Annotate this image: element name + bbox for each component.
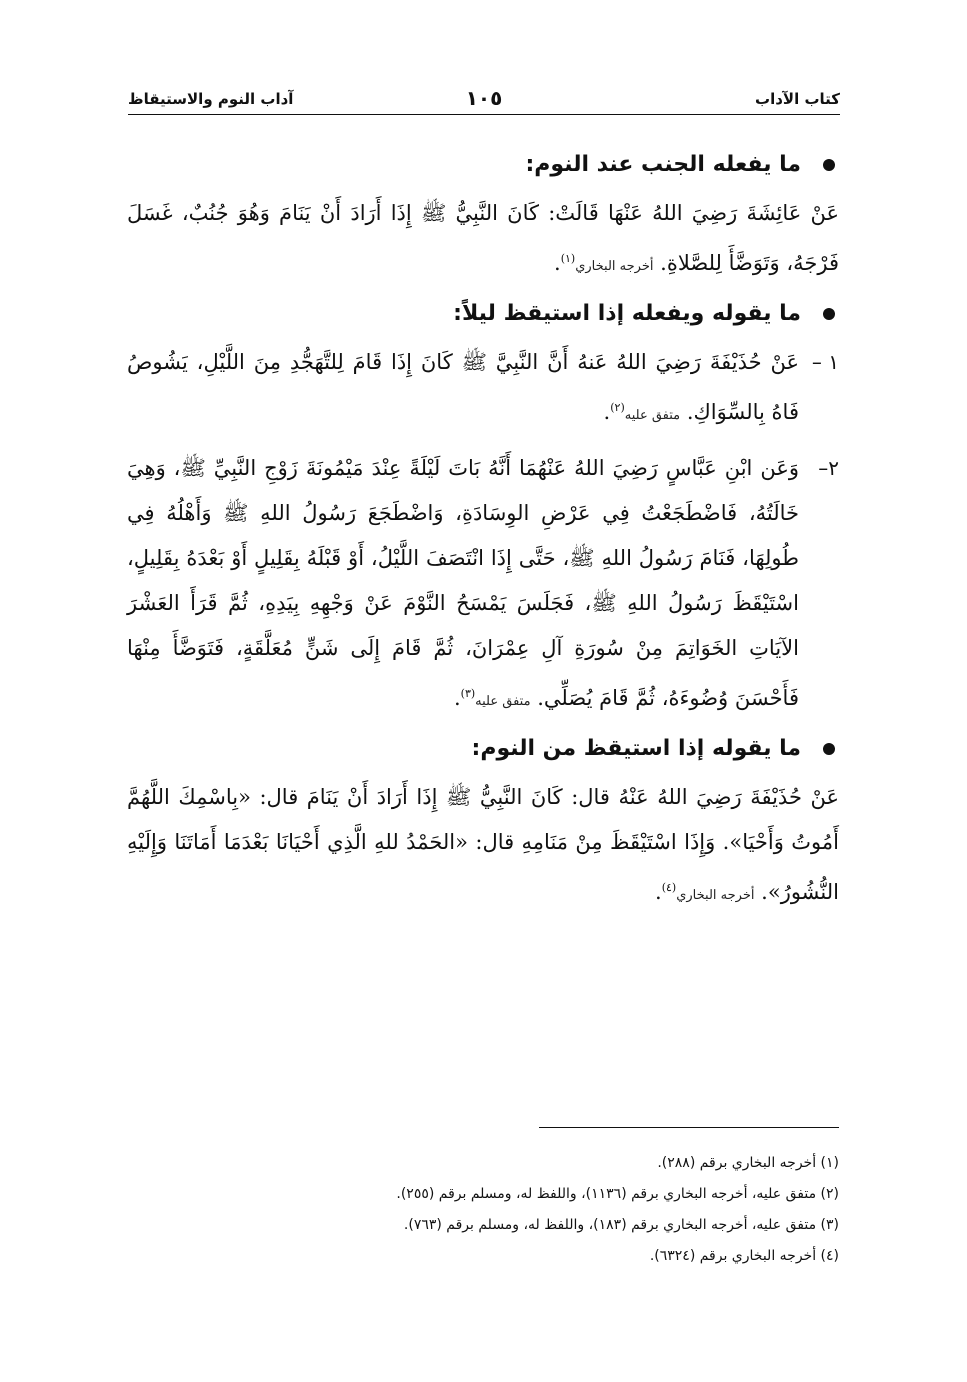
hadith-text: عَنْ حُذَيْفَةَ رَضِيَ اللهُ عَنْهُ قال: كَانَ النَّبِيُّ ﷺ إِذَا أَرَادَ أَنْ يَنَامَ قال: «بِاسْمِكَ اللَّهُمَّ أَمُوتُ وَأَحْيَا». وَإِذَا اسْتَيْقَظَ مِنْ مَنَامِهِ قال: «الحَمْدُ للهِ الَّذِي أَحْيَانَا بَعْدَمَا أَمَاتَنَا وَإِلَيْهِ النُّشُورُ». [127,785,839,904]
footnotes [127,1148,839,1272]
section-heading: ما يقوله ويفعله إذا استيقظ ليلاً: [127,301,839,326]
page-header [128,84,840,115]
hadith-source: متفق عليه [475,694,531,709]
hadith-number: ١ – [811,350,839,374]
page-content [127,140,839,926]
footnote-item: (٤) أخرجه البخاري برقم (٦٣٢٤). [649,1248,839,1264]
footnote-item: (٢) متفق عليه، أخرجه البخاري برقم (١١٣٦)، واللفظ له، ومسلم برقم (٢٥٥). [396,1186,839,1202]
footnote-ref: (١) [560,252,576,265]
chapter-title: آداب النوم والاستيقاظ [128,90,294,108]
footnote-ref: (٤) [661,881,677,894]
hadith-text: عَنْ عَائِشَةَ رَضِيَ اللهُ عَنْهَا قَالَتْ: كَانَ النَّبِيُّ ﷺ إِذَا أَرَادَ أَنْ يَنَامَ وَهُوَ جُنُبٌ، غَسَلَ فَرْجَهُ، وَتَوَضَّأَ لِلصَّلاةِ. [127,201,839,275]
hadith-source: متفق عليه [624,408,681,423]
hadith-source: أخرجه البخاري [575,259,654,274]
hadith-source: أخرجه البخاري [676,888,755,903]
hadith-paragraph: عَنْ عَائِشَةَ رَضِيَ اللهُ عَنْهَا قَالَتْ: كَانَ النَّبِيُّ ﷺ إِذَا أَرَادَ أَنْ يَنَامَ وَهُوَ جُنُبٌ، غَسَلَ فَرْجَهُ، وَتَوَضَّأَ لِلصَّلاةِ. أخرجه البخاري$^{(١)}$. [127,201,839,275]
footnote-item: (٣) متفق عليه، أخرجه البخاري برقم (١٨٣)، واللفظ له، ومسلم برقم (٧٦٣). [403,1217,839,1233]
bullet-icon [823,308,835,320]
bullet-icon [823,743,835,755]
page-number: ١٠٥ [465,86,503,110]
footnote-divider [539,1127,839,1128]
hadith-text: عَنْ حُذَيْفَةَ رَضِيَ اللهُ عَنهُ أَنَّ النَّبِيَّ ﷺ كَانَ إِذَا قَامَ لِلتَّهَجُّدِ مِنَ اللَّيْلِ، يَشُوصُ فَاهُ بِالسِّوَاكِ. [127,350,799,424]
footnote-ref: (٣) [460,687,476,700]
hadith-text: وَعَن ابْنِ عَبَّاسٍ رَضِيَ اللهُ عَنْهُمَا أَنَّهُ بَاتَ لَيْلَةً عِنْدَ مَيْمُونَةَ زَوْجِ النَّبِيِّ ﷺ، وَهِيَ خَالَتُهُ، فَاضْطَجَعْتُ فِي عَرْضِ الوِسَادَةِ، وَاضْطَجَعَ رَسُولُ اللهِ ﷺ وَأَهْلُهُ فِي طُولِهَا، فَنَامَ رَسُولُ اللهِ ﷺ، حَتَّى إِذَا انْتَصَفَ اللَّيْلُ، أَوْ قَبْلَهُ بِقَلِيلٍ أَوْ بَعْدَهُ بِقَلِيلٍ، اسْتَيْقَظَ رَسُولُ اللهِ ﷺ، فَجَلَسَ يَمْسَحُ النَّوْمَ عَنْ وَجْهِهِ بِيَدِهِ، ثُمَّ قَرَأَ العَشْرَ الآيَاتِ الخَوَاتِمَ مِنْ سُورَةِ آلِ عِمْرَانَ، ثُمَّ قَامَ إِلَى شَنٍّ مُعَلَّقَةٍ، فَتَوَضَّأَ مِنْهَا فَأَحْسَنَ وُضُوءَهُ، ثُمَّ قَامَ يُصَلِّي. [127,456,799,710]
hadith-number: ٢– [818,456,839,480]
footnote-ref: (٢) [610,401,625,414]
footnote-item: (١) أخرجه البخاري برقم (٢٨٨). [657,1155,839,1171]
hadith-paragraph: ١ – عَنْ حُذَيْفَةَ رَضِيَ اللهُ عَنهُ أَنَّ النَّبِيَّ ﷺ كَانَ إِذَا قَامَ لِلتَّهَجُّدِ مِنَ اللَّيْلِ، يَشُوصُ فَاهُ بِالسِّوَاكِ. متفق عليه$^{(٢)}$. [127,340,839,438]
hadith-paragraph: ٢– وَعَن ابْنِ عَبَّاسٍ رَضِيَ اللهُ عَنْهُمَا أَنَّهُ بَاتَ لَيْلَةً عِنْدَ مَيْمُونَةَ زَوْجِ النَّبِيِّ ﷺ، وَهِيَ خَالَتُهُ، فَاضْطَجَعْتُ فِي عَرْضِ الوِسَادَةِ، وَاضْطَجَعَ رَسُولُ اللهِ ﷺ وَأَهْلُهُ فِي طُولِهَا، فَنَامَ رَسُولُ اللهِ ﷺ، حَتَّى إِذَا انْتَصَفَ اللَّيْلُ، أَوْ قَبْلَهُ بِقَلِيلٍ أَوْ بَعْدَهُ بِقَلِيلٍ، اسْتَيْقَظَ رَسُولُ اللهِ ﷺ، فَجَلَسَ يَمْسَحُ النَّوْمَ عَنْ وَجْهِهِ بِيَدِهِ، ثُمَّ قَرَأَ العَشْرَ الآيَاتِ الخَوَاتِمَ مِنْ سُورَةِ آلِ عِمْرَانَ، ثُمَّ قَامَ إِلَى شَنٍّ مُعَلَّقَةٍ، فَتَوَضَّأَ مِنْهَا فَأَحْسَنَ وُضُوءَهُ، ثُمَّ قَامَ يُصَلِّي. متفق عليه$^{(٣)}$. [127,446,839,724]
section-heading: ما يقوله إذا استيقظ من النوم: [127,736,839,761]
bullet-icon [823,159,835,171]
hadith-paragraph: عَنْ حُذَيْفَةَ رَضِيَ اللهُ عَنْهُ قال: كَانَ النَّبِيُّ ﷺ إِذَا أَرَادَ أَنْ يَنَامَ قال: «بِاسْمِكَ اللَّهُمَّ أَمُوتُ وَأَحْيَا». وَإِذَا اسْتَيْقَظَ مِنْ مَنَامِهِ قال: «الحَمْدُ للهِ الَّذِي أَحْيَانَا بَعْدَمَا أَمَاتَنَا وَإِلَيْهِ النُّشُورُ». أخرجه البخاري$^{(٤)}$. [127,785,839,904]
book-title: كتاب الآداب [755,90,840,108]
section-heading: ما يفعله الجنب عند النوم: [127,152,839,177]
